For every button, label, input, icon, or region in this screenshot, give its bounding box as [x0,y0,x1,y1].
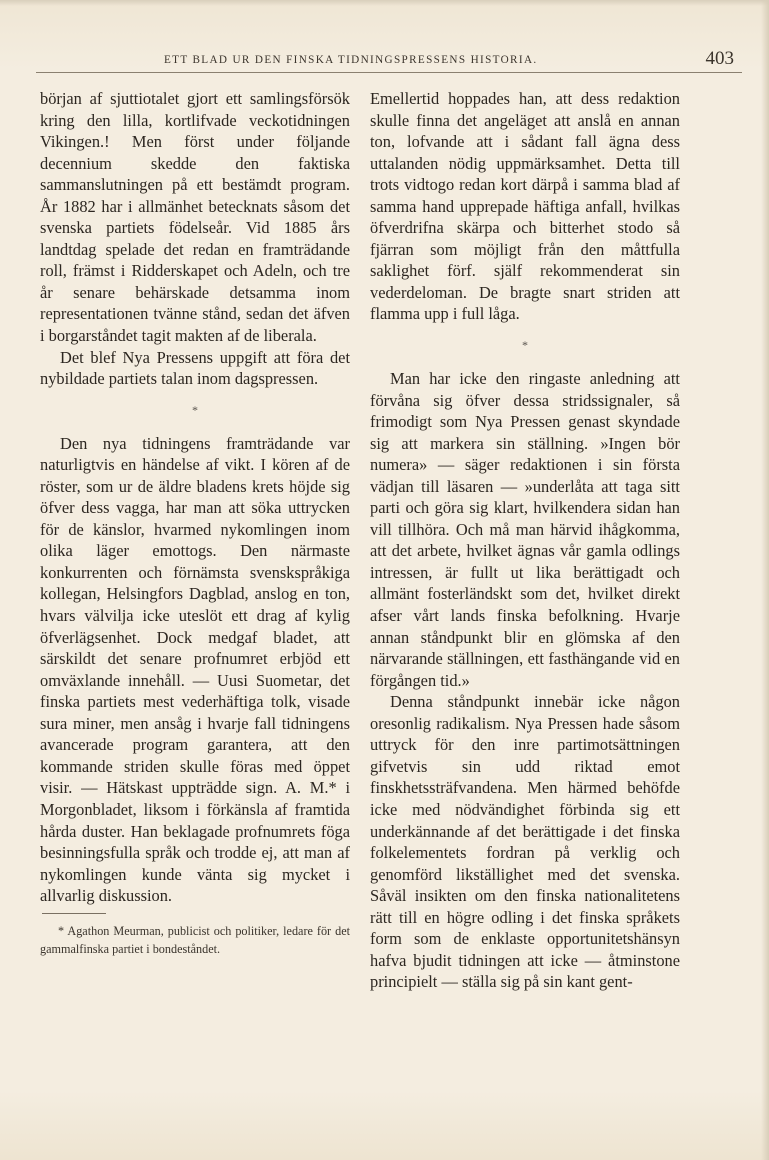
section-separator-right: * [522,338,528,353]
paragraph-right-2: Man har icke den ringaste anledning att förvåna sig öfver dessa stridssignaler, så frimodigt som Nya Pressen genast skyndade sig att markera sin ställning. »Ingen bör numera» — säger redaktionen i sin första vädjan till läsaren — »underlåta att taga sitt parti och göra sig klart, hvilkendera sidan han vill tillhöra. Och må man härvid ihågkomma, att det arbete, hvilket ägnas vår gamla odlings intressen, är fullt ut lika berättigadt och allmänt fosterländskt som det, hvilket direkt afser vårt lands finska befolkning. Hvarje annan ståndpunkt blir en glömska af den närvarande ställningen, ett fasthängande vid en förgången tid.» [370,369,680,690]
section-separator-left: * [192,402,198,417]
paragraph-right-1: Emellertid hoppades han, att dess redaktion skulle finna det angeläget att anslå en annan ton, lofvande att i sådant fall ägna dess uttalanden nödig uppmärksamhet. Detta till trots vidtogo redan kort därpå i samma blad af samma hand upprepade häftiga anfall, hvilkas öfverdrifna skärpa och bitterhet stodo så fjärran som möjligt från den måttfulla saklighet förf. själf rekommenderat sin vederdeloman. De bragte snart striden att flamma upp i full låga. [370,89,680,324]
page-number: 403 [705,48,734,69]
footnote-rule [42,913,106,914]
running-header-title: ETT BLAD UR DEN FINSKA TIDNINGSPRESSENS HISTORIA. [164,54,538,66]
right-column [370,88,680,993]
paragraph-left-3: Den nya tidningens framträdande var naturligtvis en händelse af vikt. I kören af de röster, som ur de äldre bladens krets höjde sig öfver dess vagga, har man att söka uttrycken för de känslor, hvarmed nykomlingen inom olika läger emottogs. Den närmaste konkurrenten och förnämsta svenskspråkiga kollegan, Helsingfors Dagblad, anslog en ton, hvars välvilja icke uteslöt ett drag af kylig öfverlägsenhet. Dock medgaf bladet, att särskildt det senare profnumret erbjöd ett omväxlande innehåll. — Uusi Suometar, det finska partiets mest vederhäftiga tolk, visade sura miner, men ansåg i hvarje fall tidningens avancerade program garantera, att den kommande striden skulle föras med öppet visir. — Hätskast uppträdde sign. A. M.* i Morgonbladet, liksom i förkänsla af framtida hårda duster. Han beklagade profnumrets föga besinningsfulla språk och trodde ej, att man af nykomlingen kunde vänta sig mycket i allvarlig diskussion. [40,433,350,906]
paragraph-left-1: början af sjuttiotalet gjort ett samlingsförsök kring den lilla, kortlifvade veckotidningen Vikingen.! Men först under följande decennium skedde den faktiska sammanslutningen på ett bestämdt program. År 1882 har i allmänhet betecknats såsom det svenska partiets födelseår. Vid 1885 års landtdag spelade det redan en framträdande roll, främst i Ridderskapet och Adeln, och tre år senare behärskade detsamma inom representationen tvänne stånd, sedan det äfven i borgarståndet tagit makten af de liberala. [40,89,350,346]
footnote-text: * Agathon Meurman, publicist och politiker, ledare för det gammalfinska partiet i bondeståndet. [40,923,350,956]
running-header [36,50,742,74]
paragraph-left-2: Det blef Nya Pressens uppgift att föra det nybildade partiets talan inom dagspressen. [40,347,350,389]
left-column [40,88,350,958]
header-rule [36,72,742,73]
paragraph-right-3: Denna ståndpunkt innebär icke någon oresonlig radikalism. Nya Pressen hade såsom uttryck för den inre partimotsättningen gifvetvis sin udd riktad emot finskhetssträfvandena. Men härmed behöfde icke med nödvändighet förbinda sig ett underkännande af det berättigade i det finska folkelementets fordran på verklig och genomförd likställighet med det svenska. Såväl insikten om den finska nationalitetens rätt till en högre odling i det finska språkets form som de enklaste opportunitetshänsyn hafva bjudit tidningen att icke — åtminstone principielt — ställa sig på sin kant gent- [370,692,680,992]
page-top-edge [0,0,769,6]
page-spine-shadow [761,0,769,1160]
footnote [40,922,350,958]
